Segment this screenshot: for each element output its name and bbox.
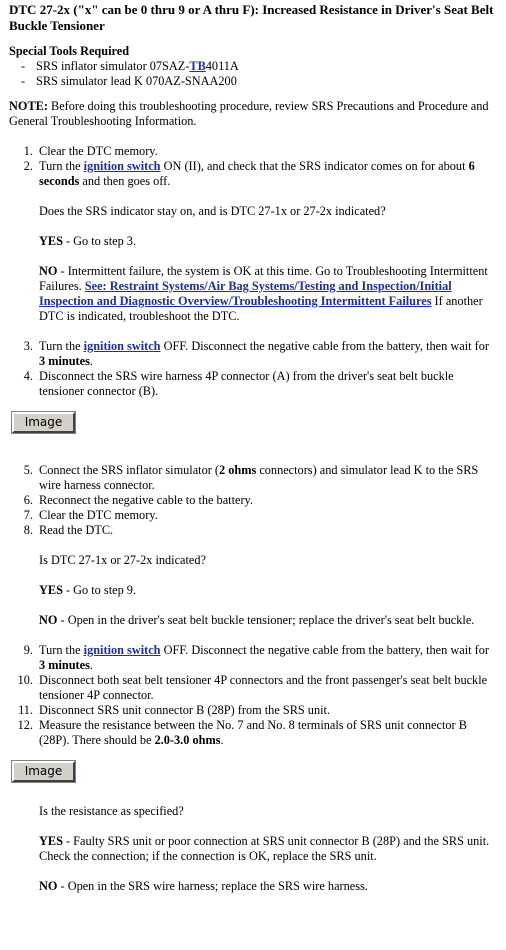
question: Does the SRS indicator stay on, and is DTC 27-1x or 27-2x indicated? — [39, 204, 386, 218]
step-3: 3. Turn the ignition switch OFF. Disconnect the negative cable from the battery, then wait for 3 minutes. — [23, 339, 489, 368]
yes-answer: YES - Faulty SRS unit or poor connection at SRS unit connector B (28P) and the SRS unit. Check the connection; if the connection is OK, replace the SRS unit. — [39, 834, 490, 863]
steps-list-4 — [9, 643, 497, 748]
step-4: 4. Disconnect the SRS wire harness 4P connector (A) from the driver's seat belt buckle tensioner connector (B). — [23, 369, 454, 398]
steps-list-3 — [9, 463, 497, 538]
step-5: 5. Connect the SRS inflator simulator (2 ohms connectors) and simulator lead K to the SRS wire harness connector. — [23, 463, 479, 492]
question: Is the resistance as specified? — [39, 804, 184, 818]
image-button[interactable]: Image — [12, 412, 75, 433]
step-2: 2. Turn the ignition switch ON (II), and check that the SRS indicator comes on for about 6 seconds and then goes off. — [23, 159, 475, 188]
tools-list — [9, 59, 497, 89]
step-6: 6. Reconnect the negative cable to the battery. — [23, 493, 253, 507]
step-8: 8. Read the DTC. — [23, 523, 114, 537]
step-9: 9. Turn the ignition switch OFF. Disconnect the negative cable from the battery, then wait for 3 minutes. — [23, 643, 489, 672]
yes-answer: YES - Go to step 9. — [39, 583, 137, 597]
steps-list-1 — [9, 144, 497, 189]
step-1: 1. Clear the DTC memory. — [23, 144, 158, 158]
question: Is DTC 27-1x or 27-2x indicated? — [39, 553, 206, 567]
note: NOTE: Before doing this troubleshooting procedure, review SRS Precautions and Procedure and General Troubleshooting Information. — [9, 99, 489, 128]
tool-link-tb[interactable]: TB — [189, 59, 206, 73]
no-answer: NO - Open in the driver's seat belt buckle tensioner; replace the driver's seat belt buckle. — [39, 613, 475, 627]
special-tools-heading: Special Tools Required — [9, 44, 130, 58]
page-title: DTC 27-2x ("x" can be 0 thru 9 or A thru F): Increased Resistance in Driver's Seat Belt Buckle Tensioner — [9, 2, 494, 33]
step-10: 10. Disconnect both seat belt tensioner 4P connectors and the front passenger's seat belt buckle tensioner 4P connector. — [17, 673, 488, 702]
yes-answer: YES - Go to step 3. — [39, 234, 137, 248]
step-12: 12. Measure the resistance between the No. 7 and No. 8 terminals of SRS unit connector B (28P). There should be 2.0-3.0 ohms. — [17, 718, 467, 747]
ignition-switch-link[interactable]: ignition switch — [83, 159, 161, 173]
step-7: 7. Clear the DTC memory. — [23, 508, 158, 522]
tool-item: - SRS inflator simulator 07SAZ-TB4011A — [21, 59, 497, 74]
ignition-switch-link[interactable]: ignition switch — [83, 643, 161, 657]
troubleshooting-intermittent-link[interactable]: See: Restraint Systems/Air Bag Systems/Testing and Inspection/Initial Inspection and Diagnostic Overview/Troubleshooting Intermittent Failures — [39, 279, 452, 308]
no-answer: NO - Open in the SRS wire harness; replace the SRS wire harness. — [39, 879, 368, 893]
steps-list-2 — [9, 339, 497, 399]
ignition-switch-link[interactable]: ignition switch — [83, 339, 161, 353]
step-11: 11. Disconnect SRS unit connector B (28P) from the SRS unit. — [18, 703, 331, 717]
no-answer: NO - Intermittent failure, the system is OK at this time. Go to Troubleshooting Intermittent Failures. See: Restraint Systems/Air Bag Systems/Testing and Inspection/Initial Inspection and Diagnostic Overview/Troubleshooting Intermittent Failures If another DTC is indicated, troubleshoot the DTC. — [39, 264, 488, 323]
image-button[interactable]: Image — [12, 761, 75, 782]
tool-item: - SRS simulator lead K 070AZ-SNAA200 — [21, 74, 497, 89]
